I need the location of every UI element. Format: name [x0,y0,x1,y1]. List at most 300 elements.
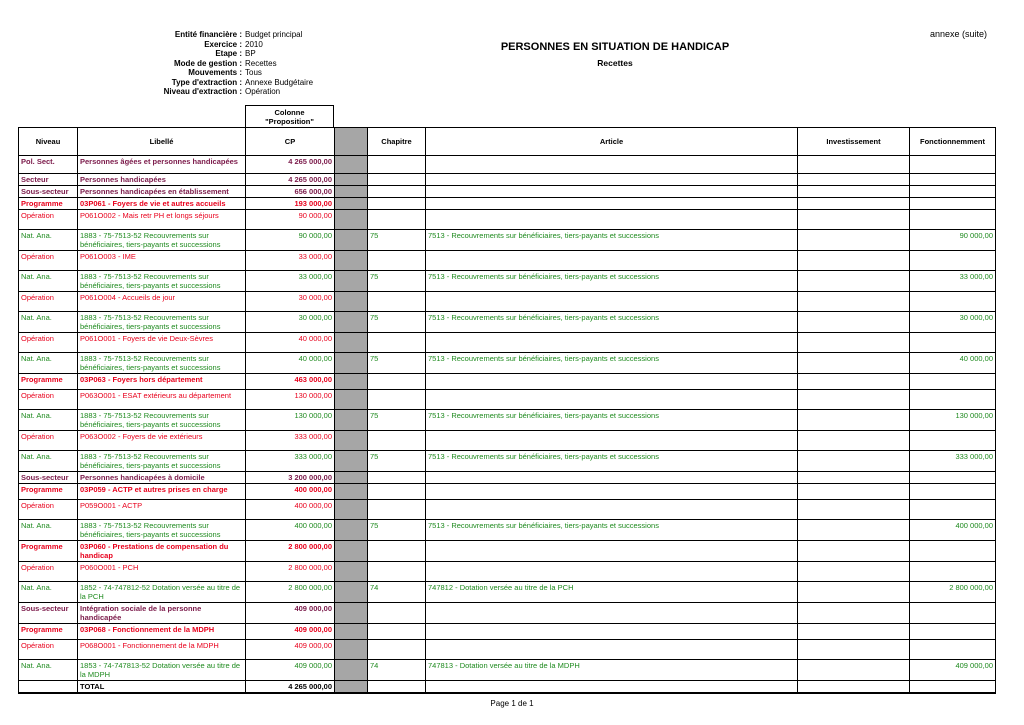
table-header-row [19,128,996,156]
cell-libelle: P061O002 - Mais retr PH et longs séjours [78,210,246,230]
cell-chapitre [368,500,426,520]
cell-spacer [335,353,368,374]
cell-niveau: Opération [19,500,78,520]
meta-label: Mouvements : [188,68,242,77]
table-row [19,681,996,694]
cell-fonctionnement [910,251,996,271]
cell-investissement [798,660,910,681]
cell-niveau: Pol. Sect. [19,156,78,174]
cell-chapitre [368,640,426,660]
cell-chapitre [368,292,426,312]
cell-niveau: Nat. Ana. [19,520,78,541]
cell-cp: 30 000,00 [246,292,335,312]
cell-niveau: Nat. Ana. [19,451,78,472]
report-metadata [150,30,313,97]
cell-niveau: Opération [19,333,78,353]
cell-article [426,186,798,198]
cell-investissement [798,251,910,271]
table-row [19,541,996,562]
cell-cp: 409 000,00 [246,624,335,640]
cell-libelle: P063O002 - Foyers de vie extérieurs [78,431,246,451]
cell-chapitre: 75 [368,410,426,431]
cell-article [426,210,798,230]
cell-investissement [798,681,910,694]
column-group-line1: Colonne [274,108,305,117]
cell-fonctionnement [910,431,996,451]
cell-niveau: Programme [19,374,78,390]
meta-value: Recettes [245,58,277,68]
cell-article [426,156,798,174]
cell-investissement [798,410,910,431]
cell-spacer [335,230,368,251]
cell-investissement [798,472,910,484]
cell-investissement [798,562,910,582]
cell-cp: 90 000,00 [246,230,335,251]
cell-libelle: 03P063 - Foyers hors département [78,374,246,390]
cell-spacer [335,312,368,333]
cell-spacer [335,681,368,694]
cell-niveau: Nat. Ana. [19,353,78,374]
meta-label: Niveau d'extraction : [163,87,242,96]
cell-libelle: 03P059 - ACTP et autres prises en charge [78,484,246,500]
cell-libelle: Personnes handicapées en établissement [78,186,246,198]
cell-cp: 33 000,00 [246,271,335,292]
cell-chapitre: 75 [368,353,426,374]
cell-libelle: 1883 - 75-7513-52 Recouvrements sur bénéficiaires, tiers-payants et successions [78,312,246,333]
meta-row [150,30,313,40]
cell-libelle: TOTAL [78,681,246,694]
cell-spacer [335,640,368,660]
cell-investissement [798,374,910,390]
meta-label: Mode de gestion : [174,58,242,68]
meta-row [150,40,313,50]
cell-article [426,251,798,271]
cell-niveau: Nat. Ana. [19,660,78,681]
cell-cp: 2 800 000,00 [246,562,335,582]
cell-investissement [798,174,910,186]
page-footer: Page 1 de 1 [490,699,534,708]
column-group-line2: "Proposition" [265,117,314,126]
cell-spacer [335,374,368,390]
header-article: Article [426,128,798,156]
cell-libelle: P059O001 - ACTP [78,500,246,520]
cell-article [426,681,798,694]
cell-cp: 409 000,00 [246,640,335,660]
cell-chapitre [368,198,426,210]
cell-article [426,174,798,186]
cell-fonctionnement [910,562,996,582]
cell-niveau: Programme [19,198,78,210]
table-row [19,333,996,353]
cell-fonctionnement [910,292,996,312]
cell-libelle: P061O001 - Foyers de vie Deux-Sèvres [78,333,246,353]
header-niveau: Niveau [19,128,78,156]
cell-chapitre: 75 [368,520,426,541]
cell-cp: 400 000,00 [246,484,335,500]
cell-spacer [335,562,368,582]
cell-article [426,640,798,660]
table-row [19,271,996,292]
cell-chapitre: 75 [368,312,426,333]
cell-fonctionnement: 333 000,00 [910,451,996,472]
cell-article [426,390,798,410]
table-row [19,312,996,333]
cell-cp: 333 000,00 [246,451,335,472]
cell-chapitre [368,431,426,451]
cell-investissement [798,451,910,472]
meta-label: Entité financière : [174,30,242,39]
cell-niveau: Nat. Ana. [19,410,78,431]
table-row [19,156,996,174]
cell-fonctionnement: 2 800 000,00 [910,582,996,603]
cell-investissement [798,271,910,292]
meta-row [150,78,313,88]
cell-libelle: Personnes âgées et personnes handicapées [78,156,246,174]
cell-libelle: 1883 - 75-7513-52 Recouvrements sur bénéficiaires, tiers-payants et successions [78,271,246,292]
table-row [19,640,996,660]
cell-fonctionnement [910,484,996,500]
cell-chapitre [368,624,426,640]
header-libelle: Libellé [78,128,246,156]
cell-chapitre [368,333,426,353]
cell-chapitre [368,251,426,271]
table-row [19,174,996,186]
cell-fonctionnement: 30 000,00 [910,312,996,333]
meta-value: Opération [245,87,281,96]
cell-cp: 409 000,00 [246,660,335,681]
cell-spacer [335,624,368,640]
cell-cp: 90 000,00 [246,210,335,230]
cell-niveau: Nat. Ana. [19,312,78,333]
cell-chapitre [368,156,426,174]
cell-article [426,292,798,312]
cell-spacer [335,451,368,472]
cell-spacer [335,582,368,603]
cell-investissement [798,292,910,312]
cell-niveau: Opération [19,640,78,660]
cell-chapitre: 74 [368,660,426,681]
table-row [19,251,996,271]
cell-spacer [335,520,368,541]
cell-article: 7513 - Recouvrements sur bénéficiaires, tiers-payants et successions [426,451,798,472]
cell-investissement [798,353,910,374]
report-title: PERSONNES EN SITUATION DE HANDICAP [500,41,730,53]
cell-chapitre: 75 [368,271,426,292]
cell-chapitre: 75 [368,230,426,251]
table-row [19,186,996,198]
cell-spacer [335,472,368,484]
cell-chapitre [368,484,426,500]
cell-investissement [798,333,910,353]
cell-cp: 2 800 000,00 [246,582,335,603]
cell-chapitre [368,174,426,186]
table-row [19,353,996,374]
cell-article: 7513 - Recouvrements sur bénéficiaires, tiers-payants et successions [426,230,798,251]
header-investissement: Investissement [798,128,910,156]
budget-table [18,127,996,694]
cell-fonctionnement [910,210,996,230]
cell-spacer [335,431,368,451]
table-row [19,500,996,520]
cell-spacer [335,410,368,431]
cell-spacer [335,156,368,174]
cell-article [426,562,798,582]
cell-article: 7513 - Recouvrements sur bénéficiaires, tiers-payants et successions [426,312,798,333]
cell-fonctionnement [910,198,996,210]
cell-niveau: Sous-secteur [19,472,78,484]
cell-niveau: Programme [19,541,78,562]
cell-niveau: Sous-secteur [19,186,78,198]
cell-fonctionnement: 130 000,00 [910,410,996,431]
cell-libelle: 03P060 - Prestations de compensation du handicap [78,541,246,562]
meta-label: Type d'extraction : [171,77,242,87]
table-row [19,410,996,431]
cell-spacer [335,174,368,186]
cell-investissement [798,484,910,500]
cell-niveau [19,681,78,694]
cell-cp: 333 000,00 [246,431,335,451]
cell-niveau: Programme [19,624,78,640]
cell-cp: 40 000,00 [246,333,335,353]
cell-libelle: 1883 - 75-7513-52 Recouvrements sur bénéficiaires, tiers-payants et successions [78,230,246,251]
cell-libelle: Personnes handicapées [78,174,246,186]
cell-article: 747813 - Dotation versée au titre de la MDPH [426,660,798,681]
report-subtitle: Recettes [597,58,633,68]
cell-niveau: Opération [19,562,78,582]
cell-fonctionnement [910,500,996,520]
table-row [19,451,996,472]
table-row [19,660,996,681]
cell-libelle: Intégration sociale de la personne handicapée [78,603,246,624]
cell-niveau: Nat. Ana. [19,271,78,292]
cell-spacer [335,271,368,292]
cell-niveau: Programme [19,484,78,500]
cell-libelle: P068O001 - Fonctionnement de la MDPH [78,640,246,660]
cell-libelle: P060O001 - PCH [78,562,246,582]
cell-spacer [335,541,368,562]
cell-investissement [798,210,910,230]
table-row [19,374,996,390]
cell-investissement [798,640,910,660]
cell-fonctionnement: 409 000,00 [910,660,996,681]
cell-article [426,431,798,451]
cell-chapitre [368,603,426,624]
cell-niveau: Opération [19,431,78,451]
cell-libelle: 1852 - 74-747812-52 Dotation versée au titre de la PCH [78,582,246,603]
table-row [19,292,996,312]
cell-fonctionnement [910,603,996,624]
table-row [19,582,996,603]
cell-investissement [798,603,910,624]
cell-niveau: Opération [19,210,78,230]
cell-article [426,472,798,484]
cell-chapitre [368,681,426,694]
cell-investissement [798,520,910,541]
cell-libelle: 1853 - 74-747813-52 Dotation versée au titre de la MDPH [78,660,246,681]
cell-investissement [798,390,910,410]
table-row [19,431,996,451]
cell-libelle: 1883 - 75-7513-52 Recouvrements sur bénéficiaires, tiers-payants et successions [78,353,246,374]
table-row [19,210,996,230]
cell-niveau: Opération [19,390,78,410]
table-row [19,198,996,210]
meta-value: Tous [245,68,262,77]
cell-libelle: 1883 - 75-7513-52 Recouvrements sur bénéficiaires, tiers-payants et successions [78,520,246,541]
cell-libelle: 03P068 - Fonctionnement de la MDPH [78,624,246,640]
cell-article: 7513 - Recouvrements sur bénéficiaires, tiers-payants et successions [426,271,798,292]
cell-fonctionnement [910,174,996,186]
header-fonctionnement: Fonctionnemment [910,128,996,156]
cell-article [426,500,798,520]
cell-spacer [335,186,368,198]
cell-chapitre [368,541,426,562]
cell-niveau: Secteur [19,174,78,186]
cell-article [426,624,798,640]
cell-fonctionnement [910,390,996,410]
meta-value: BP [245,49,256,58]
cell-fonctionnement [910,374,996,390]
header-spacer [335,128,368,156]
table-row [19,562,996,582]
cell-cp: 2 800 000,00 [246,541,335,562]
cell-investissement [798,582,910,603]
meta-value: Budget principal [245,30,303,39]
cell-fonctionnement [910,541,996,562]
cell-libelle: P063O001 - ESAT extérieurs au département [78,390,246,410]
cell-cp: 4 265 000,00 [246,156,335,174]
column-group-header [245,105,334,127]
cell-investissement [798,312,910,333]
meta-row [150,59,313,69]
cell-chapitre [368,186,426,198]
cell-chapitre [368,472,426,484]
cell-investissement [798,541,910,562]
cell-fonctionnement: 400 000,00 [910,520,996,541]
cell-niveau: Nat. Ana. [19,582,78,603]
header-cp: CP [246,128,335,156]
table-row [19,624,996,640]
cell-article: 7513 - Recouvrements sur bénéficiaires, tiers-payants et successions [426,520,798,541]
cell-fonctionnement [910,333,996,353]
meta-value: Annexe Budgétaire [245,77,314,87]
cell-fonctionnement [910,472,996,484]
table-row [19,603,996,624]
cell-spacer [335,292,368,312]
cell-investissement [798,624,910,640]
cell-fonctionnement: 33 000,00 [910,271,996,292]
cell-niveau: Nat. Ana. [19,230,78,251]
header-chapitre: Chapitre [368,128,426,156]
cell-article [426,333,798,353]
cell-cp: 4 265 000,00 [246,681,335,694]
cell-spacer [335,333,368,353]
cell-spacer [335,660,368,681]
meta-row [150,87,313,97]
cell-article [426,374,798,390]
cell-article: 7513 - Recouvrements sur bénéficiaires, tiers-payants et successions [426,353,798,374]
cell-chapitre [368,562,426,582]
cell-libelle: Personnes handicapées à domicile [78,472,246,484]
cell-chapitre [368,390,426,410]
cell-cp: 4 265 000,00 [246,174,335,186]
cell-chapitre [368,210,426,230]
cell-libelle: 1883 - 75-7513-52 Recouvrements sur bénéficiaires, tiers-payants et successions [78,451,246,472]
cell-investissement [798,198,910,210]
cell-fonctionnement [910,186,996,198]
meta-label: Exercice : [204,39,242,49]
meta-row [150,49,313,59]
cell-spacer [335,198,368,210]
cell-chapitre: 74 [368,582,426,603]
cell-cp: 3 200 000,00 [246,472,335,484]
cell-cp: 193 000,00 [246,198,335,210]
cell-cp: 400 000,00 [246,520,335,541]
cell-fonctionnement [910,156,996,174]
table-row [19,520,996,541]
cell-investissement [798,230,910,251]
cell-cp: 463 000,00 [246,374,335,390]
cell-chapitre: 75 [368,451,426,472]
cell-investissement [798,500,910,520]
meta-row [150,68,313,78]
cell-investissement [798,186,910,198]
cell-niveau: Opération [19,292,78,312]
cell-cp: 130 000,00 [246,390,335,410]
cell-spacer [335,484,368,500]
cell-article: 747812 - Dotation versée au titre de la PCH [426,582,798,603]
cell-spacer [335,500,368,520]
cell-investissement [798,431,910,451]
table-row [19,390,996,410]
cell-fonctionnement: 90 000,00 [910,230,996,251]
cell-cp: 33 000,00 [246,251,335,271]
cell-libelle: 1883 - 75-7513-52 Recouvrements sur bénéficiaires, tiers-payants et successions [78,410,246,431]
cell-libelle: P061O004 - Accueils de jour [78,292,246,312]
cell-spacer [335,390,368,410]
cell-cp: 130 000,00 [246,410,335,431]
cell-libelle: 03P061 - Foyers de vie et autres accueils [78,198,246,210]
cell-niveau: Sous-secteur [19,603,78,624]
meta-value: 2010 [245,39,263,49]
meta-label: Etape : [215,49,242,58]
cell-cp: 30 000,00 [246,312,335,333]
cell-article [426,484,798,500]
table-row [19,472,996,484]
cell-article: 7513 - Recouvrements sur bénéficiaires, tiers-payants et successions [426,410,798,431]
cell-fonctionnement [910,681,996,694]
cell-spacer [335,210,368,230]
cell-cp: 400 000,00 [246,500,335,520]
cell-cp: 409 000,00 [246,603,335,624]
cell-article [426,603,798,624]
cell-spacer [335,603,368,624]
cell-fonctionnement [910,624,996,640]
cell-spacer [335,251,368,271]
cell-article [426,198,798,210]
table-row [19,230,996,251]
cell-chapitre [368,374,426,390]
table-row [19,484,996,500]
cell-niveau: Opération [19,251,78,271]
cell-cp: 40 000,00 [246,353,335,374]
annexe-label: annexe (suite) [930,29,988,39]
cell-libelle: P061O003 - IME [78,251,246,271]
cell-investissement [798,156,910,174]
cell-fonctionnement: 40 000,00 [910,353,996,374]
cell-fonctionnement [910,640,996,660]
cell-article [426,541,798,562]
cell-cp: 656 000,00 [246,186,335,198]
